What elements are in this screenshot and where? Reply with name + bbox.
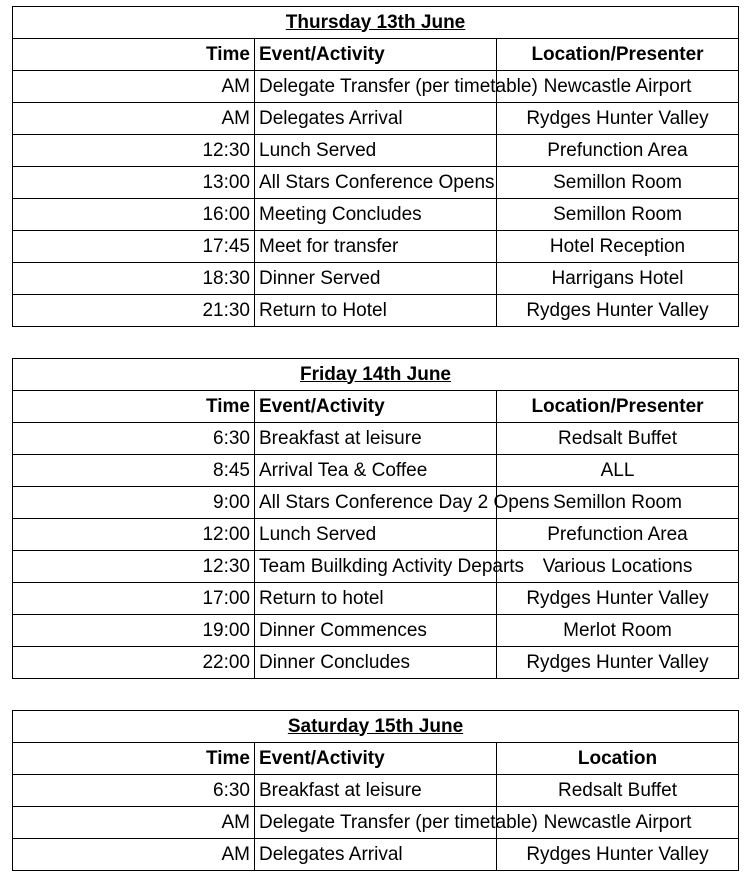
event-cell: Lunch Served (255, 519, 497, 551)
table-row (13, 839, 739, 871)
friday-schedule-table (12, 358, 739, 679)
header-row (13, 391, 739, 423)
day-title: Friday 14th June (13, 359, 739, 391)
time-header: Time (13, 391, 255, 423)
table-row (13, 167, 739, 199)
time-cell: 12:00 (13, 519, 255, 551)
time-cell: AM (13, 807, 255, 839)
event-cell: Return to Hotel (255, 295, 497, 327)
time-cell: 17:45 (13, 231, 255, 263)
event-cell: All Stars Conference Day 2 Opens (255, 487, 497, 519)
day-title: Thursday 13th June (13, 7, 739, 39)
location-cell: Prefunction Area (497, 519, 739, 551)
location-cell: Merlot Room (497, 615, 739, 647)
table-row (13, 551, 739, 583)
thursday-schedule-table (12, 6, 739, 327)
time-cell: AM (13, 71, 255, 103)
location-header: Location/Presenter (497, 39, 739, 71)
table-row (13, 519, 739, 551)
table-row (13, 775, 739, 807)
table-row (13, 71, 739, 103)
location-cell: Rydges Hunter Valley (497, 103, 739, 135)
time-cell: 22:00 (13, 647, 255, 679)
location-cell: Semillon Room (497, 199, 739, 231)
location-cell: Rydges Hunter Valley (497, 583, 739, 615)
location-cell: Rydges Hunter Valley (497, 839, 739, 871)
location-cell: Semillon Room (497, 487, 739, 519)
table-row (13, 807, 739, 839)
location-cell: ALL (497, 455, 739, 487)
location-cell: Redsalt Buffet (497, 775, 739, 807)
location-cell: Rydges Hunter Valley (497, 647, 739, 679)
time-cell: 6:30 (13, 775, 255, 807)
location-cell: Semillon Room (497, 167, 739, 199)
event-cell: Breakfast at leisure (255, 423, 497, 455)
event-header: Event/Activity (255, 391, 497, 423)
location-cell: Various Locations (497, 551, 739, 583)
location-cell: Harrigans Hotel (497, 263, 739, 295)
event-cell: Lunch Served (255, 135, 497, 167)
location-cell: Rydges Hunter Valley (497, 295, 739, 327)
location-cell: Prefunction Area (497, 135, 739, 167)
time-cell: 12:30 (13, 135, 255, 167)
event-cell: Dinner Commences (255, 615, 497, 647)
location-cell: Hotel Reception (497, 231, 739, 263)
event-header: Event/Activity (255, 39, 497, 71)
event-cell: Meeting Concludes (255, 199, 497, 231)
table-row (13, 647, 739, 679)
table-row (13, 487, 739, 519)
event-cell: Team Builkding Activity Departs (255, 551, 497, 583)
time-cell: 16:00 (13, 199, 255, 231)
table-row (13, 135, 739, 167)
event-cell: Dinner Concludes (255, 647, 497, 679)
event-cell: Meet for transfer (255, 231, 497, 263)
time-cell: AM (13, 839, 255, 871)
header-row (13, 39, 739, 71)
event-header: Event/Activity (255, 743, 497, 775)
time-cell: 13:00 (13, 167, 255, 199)
event-cell: Delegates Arrival (255, 839, 497, 871)
time-header: Time (13, 39, 255, 71)
time-cell: 12:30 (13, 551, 255, 583)
time-cell: 9:00 (13, 487, 255, 519)
location-header: Location/Presenter (497, 391, 739, 423)
time-cell: 21:30 (13, 295, 255, 327)
day-title: Saturday 15th June (13, 711, 739, 743)
time-cell: 6:30 (13, 423, 255, 455)
location-cell: Redsalt Buffet (497, 423, 739, 455)
table-row (13, 455, 739, 487)
table-row (13, 231, 739, 263)
event-cell: Arrival Tea & Coffee (255, 455, 497, 487)
table-row (13, 199, 739, 231)
table-row (13, 583, 739, 615)
time-header: Time (13, 743, 255, 775)
event-cell: Return to hotel (255, 583, 497, 615)
time-cell: AM (13, 103, 255, 135)
event-cell: Dinner Served (255, 263, 497, 295)
location-cell: Newcastle Airport (497, 807, 739, 839)
table-row (13, 103, 739, 135)
table-row (13, 615, 739, 647)
location-header: Location (497, 743, 739, 775)
time-cell: 17:00 (13, 583, 255, 615)
event-cell: Breakfast at leisure (255, 775, 497, 807)
table-row (13, 263, 739, 295)
event-cell: Delegates Arrival (255, 103, 497, 135)
event-cell: Delegate Transfer (per timetable) (255, 71, 497, 103)
location-cell: Newcastle Airport (497, 71, 739, 103)
time-cell: 18:30 (13, 263, 255, 295)
table-row (13, 295, 739, 327)
time-cell: 8:45 (13, 455, 255, 487)
event-cell: Delegate Transfer (per timetable) (255, 807, 497, 839)
table-row (13, 423, 739, 455)
time-cell: 19:00 (13, 615, 255, 647)
event-cell: All Stars Conference Opens (255, 167, 497, 199)
saturday-schedule-table (12, 710, 739, 871)
header-row (13, 743, 739, 775)
